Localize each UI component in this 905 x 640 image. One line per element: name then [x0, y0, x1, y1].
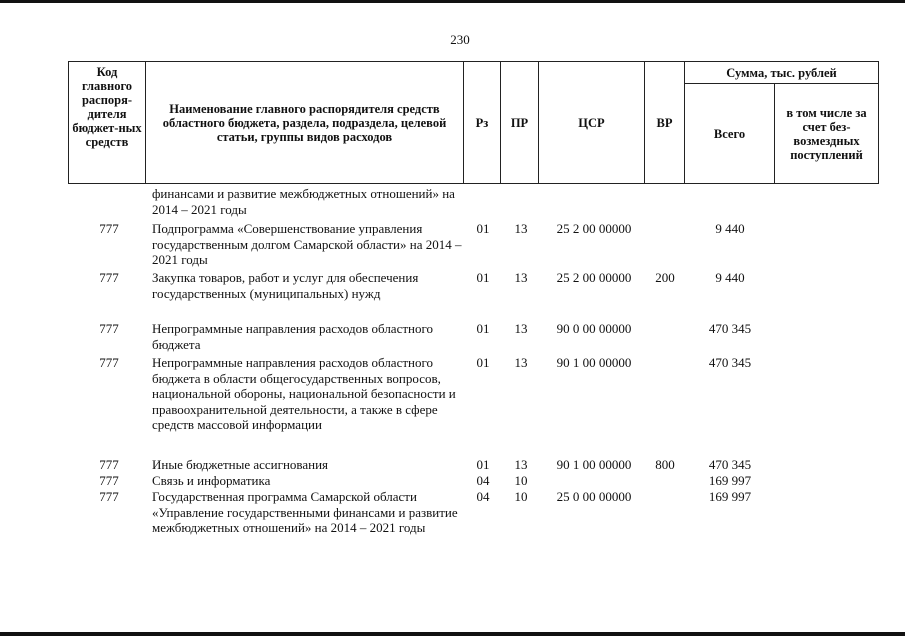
- cell-kod: 777: [99, 221, 119, 236]
- cell-vr: 200: [655, 270, 675, 285]
- cell-rz: 04: [476, 473, 490, 488]
- cell-total: 9 440: [715, 221, 745, 236]
- cell-total: 169 997: [708, 473, 752, 488]
- cell-name: Иные бюджетные ассигнования: [152, 457, 329, 472]
- cell-rz: 04: [476, 489, 490, 504]
- cell-csr: 25 2 00 00000: [556, 221, 632, 236]
- cell-kod: 777: [99, 355, 119, 370]
- cell-total: 470 345: [708, 321, 752, 336]
- cell-csr: 90 1 00 00000: [556, 355, 632, 370]
- cell-kod: 777: [99, 457, 119, 472]
- cell-pr: 13: [514, 321, 528, 336]
- cell-rz: 01: [476, 355, 490, 370]
- cell-rz: 01: [476, 457, 490, 472]
- header-incl: в том числе за счет без-возмездных поступлений: [775, 84, 879, 184]
- cell-name: финансами и развитие межбюджетных отношений» на 2014 – 2021 годы: [152, 186, 455, 217]
- cell-name: Закупка товаров, работ и услуг для обеспечения государственных (муниципальных) нужд: [152, 270, 419, 301]
- top-rule: [0, 0, 905, 3]
- header-csr: ЦСР: [539, 62, 645, 184]
- bottom-rule: [0, 632, 905, 636]
- page-number: 230: [450, 32, 470, 47]
- cell-kod: 777: [99, 321, 119, 336]
- cell-pr: 13: [514, 457, 528, 472]
- cell-vr: 800: [655, 457, 675, 472]
- cell-kod: 777: [99, 270, 119, 285]
- cell-kod: 777: [99, 489, 119, 504]
- cell-csr: 25 0 00 00000: [556, 489, 632, 504]
- cell-name: Связь и информатика: [152, 473, 271, 488]
- cell-total: 470 345: [708, 355, 752, 370]
- cell-total: 470 345: [708, 457, 752, 472]
- table-header: [68, 61, 879, 184]
- cell-pr: 10: [514, 473, 528, 488]
- header-name: Наименование главного распорядителя средств областного бюджета, раздела, подраздела, целевой статьи, группы видов расходов: [146, 62, 464, 184]
- header-pr: ПР: [501, 62, 539, 184]
- header-kod: Код главного распоря-дителя бюджет-ных средств: [69, 62, 146, 184]
- cell-csr: 90 0 00 00000: [556, 321, 632, 336]
- header-rz: Рз: [464, 62, 501, 184]
- cell-name: Государственная программа Самарской области «Управление государственными финансами и развитие межбюджетных отношений» на 2014 – 2021 годы: [152, 489, 458, 535]
- cell-pr: 13: [514, 270, 528, 285]
- cell-pr: 13: [514, 221, 528, 236]
- cell-total: 169 997: [708, 489, 752, 504]
- cell-csr: 90 1 00 00000: [556, 457, 632, 472]
- cell-total: 9 440: [715, 270, 745, 285]
- header-vr: ВР: [645, 62, 685, 184]
- header-total: Всего: [685, 84, 775, 184]
- cell-name: Непрограммные направления расходов областного бюджета: [152, 321, 433, 352]
- header-sum: Сумма, тыс. рублей: [685, 62, 879, 84]
- cell-rz: 01: [476, 270, 490, 285]
- cell-csr: 25 2 00 00000: [556, 270, 632, 285]
- cell-name: Непрограммные направления расходов областного бюджета в области общегосударственных вопросов, национальной обороны, национальной безопасности и правоохранительной деятельности, а также в сфере средств массовой информации: [152, 355, 456, 432]
- cell-name: Подпрограмма «Совершенствование управления государственным долгом Самарской области» на 2014 – 2021 годы: [152, 221, 462, 267]
- cell-kod: 777: [99, 473, 119, 488]
- cell-pr: 10: [514, 489, 528, 504]
- cell-pr: 13: [514, 355, 528, 370]
- cell-rz: 01: [476, 221, 490, 236]
- cell-rz: 01: [476, 321, 490, 336]
